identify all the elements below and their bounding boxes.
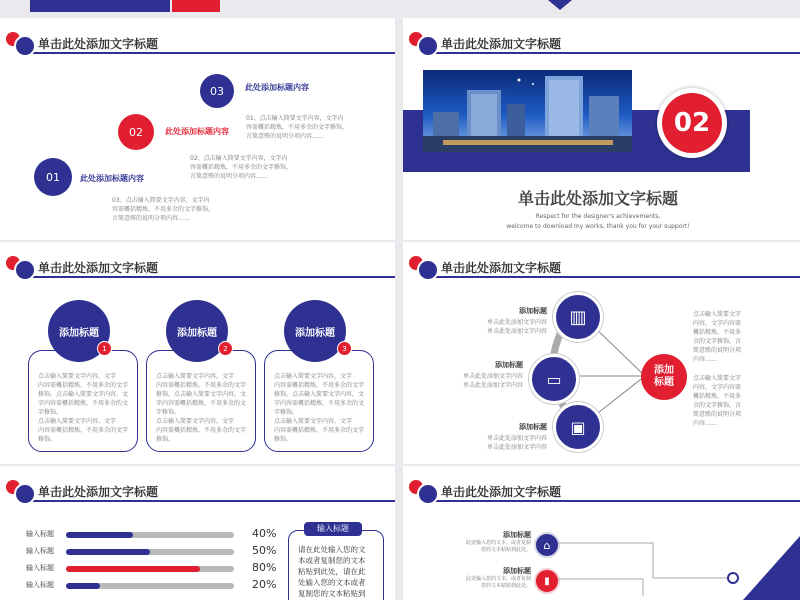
header-dot-blue — [417, 35, 439, 57]
slide-title: 单击此处添加文字标题 — [441, 37, 562, 51]
step-badge-3: 03 — [200, 74, 234, 108]
card-1-text: 点击输入简要文字内容，文字 内容需概括精炼，不用多余的文字 修饰。点击输入简要文字内容，文 字内容需概括精炼，不用多余的文 字修饰。 点击输入简要文字内容，文字 内容需概括精炼，不用多余的文字 修饰。 — [38, 373, 129, 443]
section-subtitle: Respect for the designer's achievements, welcome to download my works, thank you for your support! — [506, 213, 690, 230]
hub-node-2 — [529, 354, 579, 404]
hub-center-node: 添加 标题 — [641, 354, 687, 400]
list-item-1: 添加标题 此处输入您的文本，或者复制 您的文本粘贴到此处。 — [465, 531, 531, 553]
slide-title: 单击此处添加文字标题 — [441, 485, 562, 499]
section-title: 单击此处添加文字标题 — [517, 189, 678, 208]
hub-item-3: 添加标题 单击此处添加文字内容 单击此处添加文字内容 — [486, 423, 547, 451]
connector-lines — [403, 466, 800, 600]
building-icon: ▥ — [569, 306, 587, 328]
step-title-1: 此处添加标题内容 — [80, 174, 144, 183]
slide-hub-diagram[interactable] — [403, 242, 800, 464]
card-2-number-badge: 2 — [218, 341, 233, 356]
hub-node-1 — [553, 292, 603, 342]
header-line — [433, 52, 800, 54]
card-3-text: 点击输入简要文字内容，文字 内容需概括精炼，不用多余的文字 修饰。点击输入简要文字内容，文 字内容需概括精炼，不用多余的文 字修饰。 点击输入简要文字内容，文字 内容需概括精炼，不用多余的文字 修饰。 — [274, 373, 365, 443]
id-card-icon: ▣ — [570, 417, 586, 437]
slide-timeline[interactable] — [0, 18, 395, 240]
slide-title: 单击此处添加文字标题 — [38, 261, 159, 275]
slide-title: 单击此处添加文字标题 — [38, 485, 159, 499]
bar-label: 输入标题 — [26, 581, 54, 589]
card-3-number-badge: 3 — [337, 341, 352, 356]
card-3-title-circle: 添加标题 — [284, 300, 346, 362]
card-1-number-badge: 1 — [97, 341, 112, 356]
header-line — [30, 52, 395, 54]
prev-slide-strip-left — [30, 0, 170, 12]
bar-percent: 20% — [252, 578, 277, 591]
city-photo — [423, 70, 632, 152]
bar-label: 输入标题 — [26, 564, 54, 572]
slide-title: 单击此处添加文字标题 — [441, 261, 562, 275]
header-dot-blue — [14, 35, 36, 57]
hub-node-3 — [553, 402, 603, 452]
bar-label: 输入标题 — [26, 530, 54, 538]
prev-slide-triangle — [548, 0, 572, 10]
hub-item-1: 添加标题 单击此处添加文字内容 单击此处添加文字内容 — [486, 307, 547, 335]
list-item-2: 添加标题 此处输入您的文本，或者复制 您的文本粘贴到此处。 — [465, 567, 531, 589]
step-badge-1: 01 — [34, 158, 72, 196]
bar-percent: 50% — [252, 544, 277, 557]
section-number-badge: 02 — [657, 88, 727, 158]
slide-progress-bars[interactable] — [0, 466, 395, 600]
step-title-2: 此处添加标题内容 — [165, 127, 229, 136]
header-dot-blue — [14, 259, 36, 281]
bar-percent: 80% — [252, 561, 277, 574]
bar-percent: 40% — [252, 527, 277, 540]
step-text-3: 01、点击输入简要文字内容，文字内 容需概括精炼，不用多余的文字修饰， 言简意赅的说明分项内容…… — [246, 115, 349, 140]
header-line — [30, 500, 395, 502]
header-line — [30, 276, 395, 278]
card-1-title-circle: 添加标题 — [48, 300, 110, 362]
slide-three-cards[interactable] — [0, 242, 395, 464]
header-dot-blue — [14, 483, 36, 505]
step-title-3: 此处添加标题内容 — [245, 83, 309, 92]
hub-right-text-2: 点击输入简要文字 内容，文字内容需 概括精炼，不用多 余的文字修饰，言 简意赅的说明分项 内容…… — [693, 375, 742, 427]
card-2-title-circle: 添加标题 — [166, 300, 228, 362]
text-box-title: 输入标题 — [304, 522, 362, 536]
bar-fill — [66, 583, 100, 589]
slide-title: 单击此处添加文字标题 — [38, 37, 159, 51]
laptop-icon: ▭ — [546, 369, 562, 389]
slide-section-cover[interactable] — [403, 18, 800, 240]
card-2-text: 点击输入简要文字内容，文字 内容需概括精炼，不用多余的文字 修饰。点击输入简要文字内容，文 字内容需概括精炼，不用多余的文 字修饰。 点击输入简要文字内容，文字 内容需概括精炼，不用多余的文字 修饰。 — [156, 373, 247, 443]
prev-slide-strip-red — [172, 0, 220, 12]
bar-label: 输入标题 — [26, 547, 54, 555]
bar-fill — [66, 549, 150, 555]
slide-icon-list[interactable] — [403, 466, 800, 600]
bar-fill — [66, 566, 200, 572]
bar-fill — [66, 532, 133, 538]
home-icon: ⌂ — [543, 538, 551, 552]
step-badge-2: 02 — [118, 114, 154, 150]
battery-icon: ▮ — [544, 575, 550, 587]
step-text-1: 03、点击输入简要文字内容，文字内 容需概括精炼，不用多余的文字修饰， 言简意赅的说明分项内容…… — [112, 197, 215, 222]
text-box-body: 请在此处输入您的文 本或者复制您的文本 粘贴到此处，请在此 处输入您的文本或者 复制您的文本粘贴到 — [298, 545, 366, 598]
step-text-2: 02、点击输入简要文字内容，文字内 容需概括精炼，不用多余的文字修饰， 言简意赅的说明分项内容…… — [190, 155, 293, 180]
hub-item-2: 添加标题 单击此处添加文字内容 单击此处添加文字内容 — [462, 361, 523, 389]
hub-right-text-1: 点击输入简要文字 内容，文字内容需 概括精炼，不用多 余的文字修饰，言 简意赅的说明分项 内容…… — [693, 311, 742, 363]
